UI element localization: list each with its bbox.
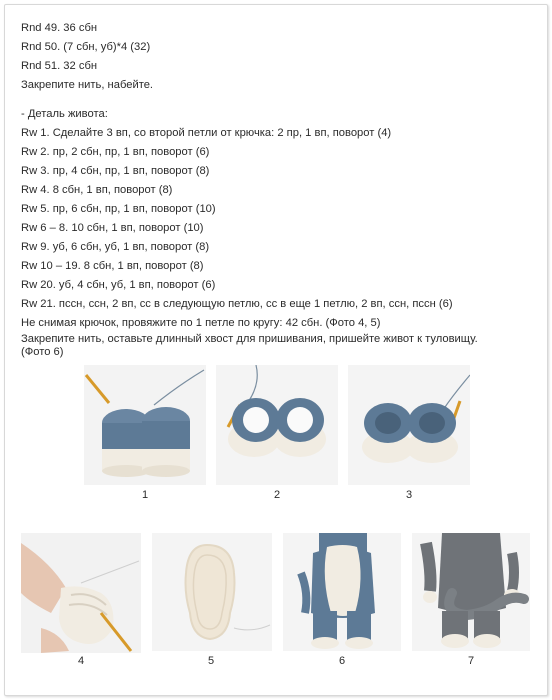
row-10-19: Rw 10 – 19. 8 сбн, 1 вп, поворот (8) (21, 260, 204, 272)
photo-7 (412, 533, 530, 651)
round-49: Rnd 49. 36 сбн (21, 22, 98, 34)
belly-heading: - Деталь живота: (21, 108, 108, 120)
round-51: Rnd 51. 32 сбн (21, 60, 98, 72)
photo-6 (283, 533, 401, 651)
row-20: Rw 20. уб, 4 сбн, уб, 1 вп, поворот (6) (21, 279, 216, 291)
row-3: Rw 3. пр, 4 сбн, пр, 1 вп, поворот (8) (21, 165, 210, 177)
caption-6: 6 (338, 655, 346, 667)
photo-3 (348, 365, 470, 485)
photo-4 (21, 533, 141, 653)
photo-ref: (Фото 6) (21, 346, 64, 358)
row-2: Rw 2. пр, 2 сбн, пр, 1 вп, поворот (6) (21, 146, 210, 158)
row-4: Rw 4. 8 сбн, 1 вп, поворот (8) (21, 184, 173, 196)
round-50: Rnd 50. (7 сбн, уб)*4 (32) (21, 41, 151, 53)
caption-2: 2 (273, 489, 281, 501)
row-5: Rw 5. пр, 6 сбн, пр, 1 вп, поворот (10) (21, 203, 216, 215)
instruction-sew: Закрепите нить, оставьте длинный хвост для пришивания, пришейте живот к туловищу. (21, 333, 478, 345)
caption-3: 3 (405, 489, 413, 501)
row-6-8: Rw 6 – 8. 10 сбн, 1 вп, поворот (10) (21, 222, 204, 234)
row-21: Rw 21. пссн, ссн, 2 вп, сс в следующую петлю, сс в еще 1 петлю, 2 вп, ссн, пссн (6) (21, 298, 453, 310)
caption-7: 7 (467, 655, 475, 667)
instruction-edging: Не снимая крючок, провяжите по 1 петле по кругу: 42 сбн. (Фото 4, 5) (21, 317, 381, 329)
row-9: Rw 9. уб, 6 сбн, уб, 1 вп, поворот (8) (21, 241, 210, 253)
caption-4: 4 (77, 655, 85, 667)
photo-5 (152, 533, 272, 651)
caption-1: 1 (141, 489, 149, 501)
photo-1 (84, 365, 206, 485)
photo-2 (216, 365, 338, 485)
caption-5: 5 (207, 655, 215, 667)
pattern-text (21, 19, 541, 359)
row-1: Rw 1. Сделайте 3 вп, со второй петли от крючка: 2 пр, 1 вп, поворот (4) (21, 127, 392, 139)
finish-note: Закрепите нить, набейте. (21, 79, 154, 91)
